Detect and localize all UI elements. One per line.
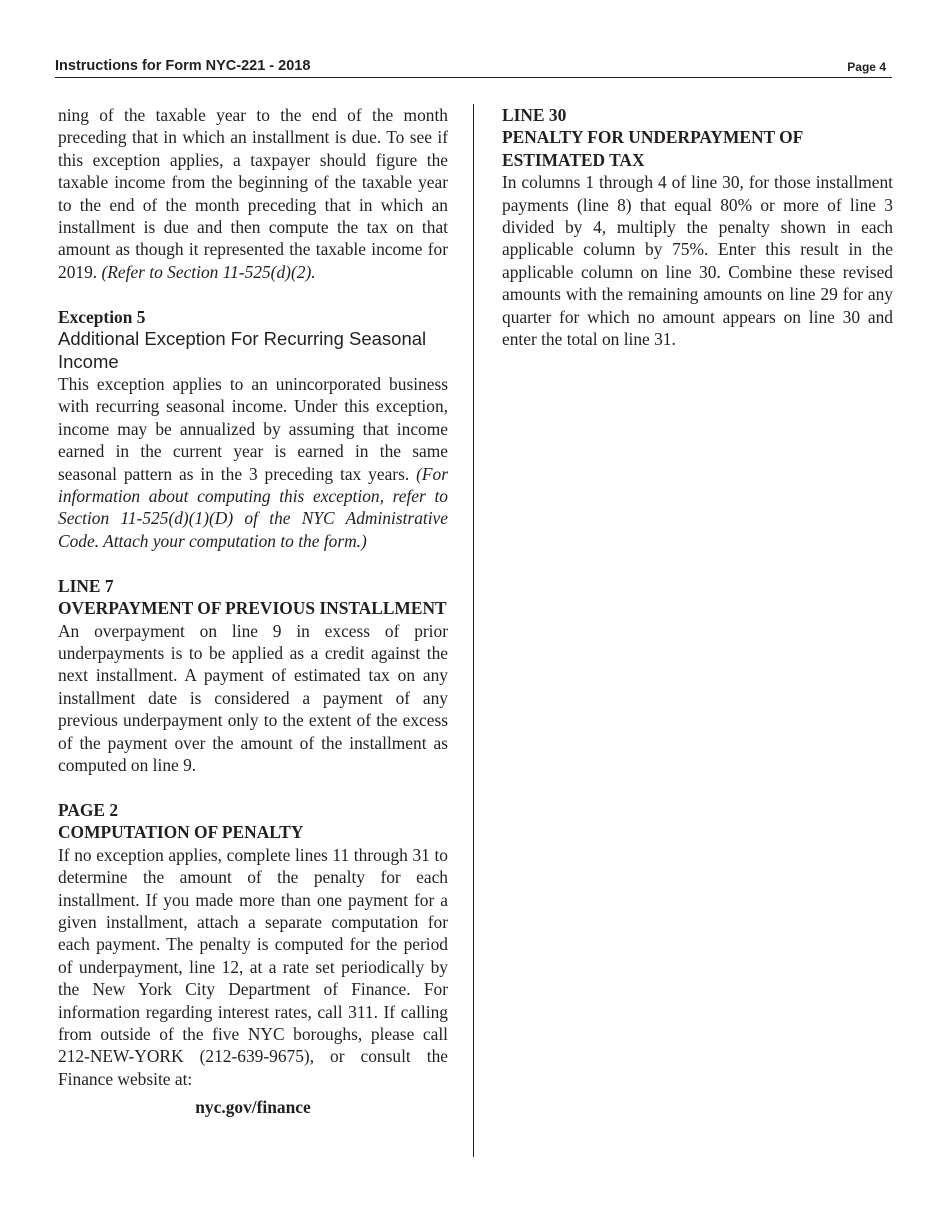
exception5-text: This exception applies to an unincorporated business with recurring seasonal income. Under this exception, income may be annualized by assuming that income earned in the current year is earned in the same seasonal pattern as in the 3 preceding tax years. — [58, 373, 448, 484]
left-column — [58, 104, 448, 1119]
line30-label: LINE 30 — [502, 105, 567, 125]
page2-text: If no exception applies, complete lines 11 through 31 to determine the amount of the penalty for each installment. If you made more than one payment for a given installment, attach a separate computation for each payment. The penalty is computed for the period of underpayment, line 12, at a rate set periodically by the New York City Department of Finance. For information regarding interest rates, call 311. If calling from outside of the five NYC boroughs, please call 212-NEW-YORK (212-639-9675), or consult the Finance website at: — [58, 844, 448, 1089]
form-title: Instructions for Form NYC-221 - 2018 — [55, 58, 311, 74]
page2-title: COMPUTATION OF PENALTY — [58, 822, 304, 843]
line7-label: LINE 7 — [58, 575, 114, 596]
intro-reference: (Refer to Section 11-525(d)(2). — [101, 261, 316, 282]
line30-text: In columns 1 through 4 of line 30, for those installment payments (line 8) that equal 80% or more of line 3 divided by 4, multiply the penalty shown in each applicable column by 75%. Enter this result in the applicable column on line 30. Combine these revised amounts with the remaining amounts on line 29 for any quarter for which no amount appears on line 30 and enter the total on line 31. — [502, 172, 893, 350]
exception5-subheading: Additional Exception For Recurring Seasonal Income — [58, 328, 427, 372]
line30-title: PENALTY FOR UNDERPAYMENT OF ESTIMATED TAX — [502, 127, 803, 170]
intro-text: ning of the taxable year to the end of the month preceding that in which an installment is due. To see if this exception applies, a taxpayer should figure the taxable income from the beginning of the taxable year to the end of the month preceding that in which an installment is due and then compute the tax on that amount as though it represented the taxable income for 2019. — [58, 105, 448, 282]
intro-paragraph — [58, 104, 448, 283]
page-header — [55, 57, 892, 78]
finance-website-link[interactable]: nyc.gov/finance — [195, 1097, 311, 1118]
right-column — [502, 104, 893, 350]
line7-title: OVERPAYMENT OF PREVIOUS INSTALLMENT — [58, 598, 447, 619]
page-number: Page 4 — [847, 60, 886, 74]
line7-text: An overpayment on line 9 in excess of prior underpayments is to be applied as a credit against the next installment. A payment of estimated tax on any installment date is considered a payment of any previous underpayment only to the extent of the excess of the payment over the amount of the installment as computed on line 9. — [58, 620, 448, 775]
exception5-paragraph — [58, 373, 448, 552]
page2-label: PAGE 2 — [58, 799, 119, 820]
column-divider — [473, 104, 474, 1157]
exception5-note: (For information about computing this exception, refer to Section 11-525(d)(1)(D) of the NYC Administrative Code. Attach your computation to the form.) — [58, 463, 448, 551]
exception5-heading: Exception 5 — [58, 306, 146, 327]
